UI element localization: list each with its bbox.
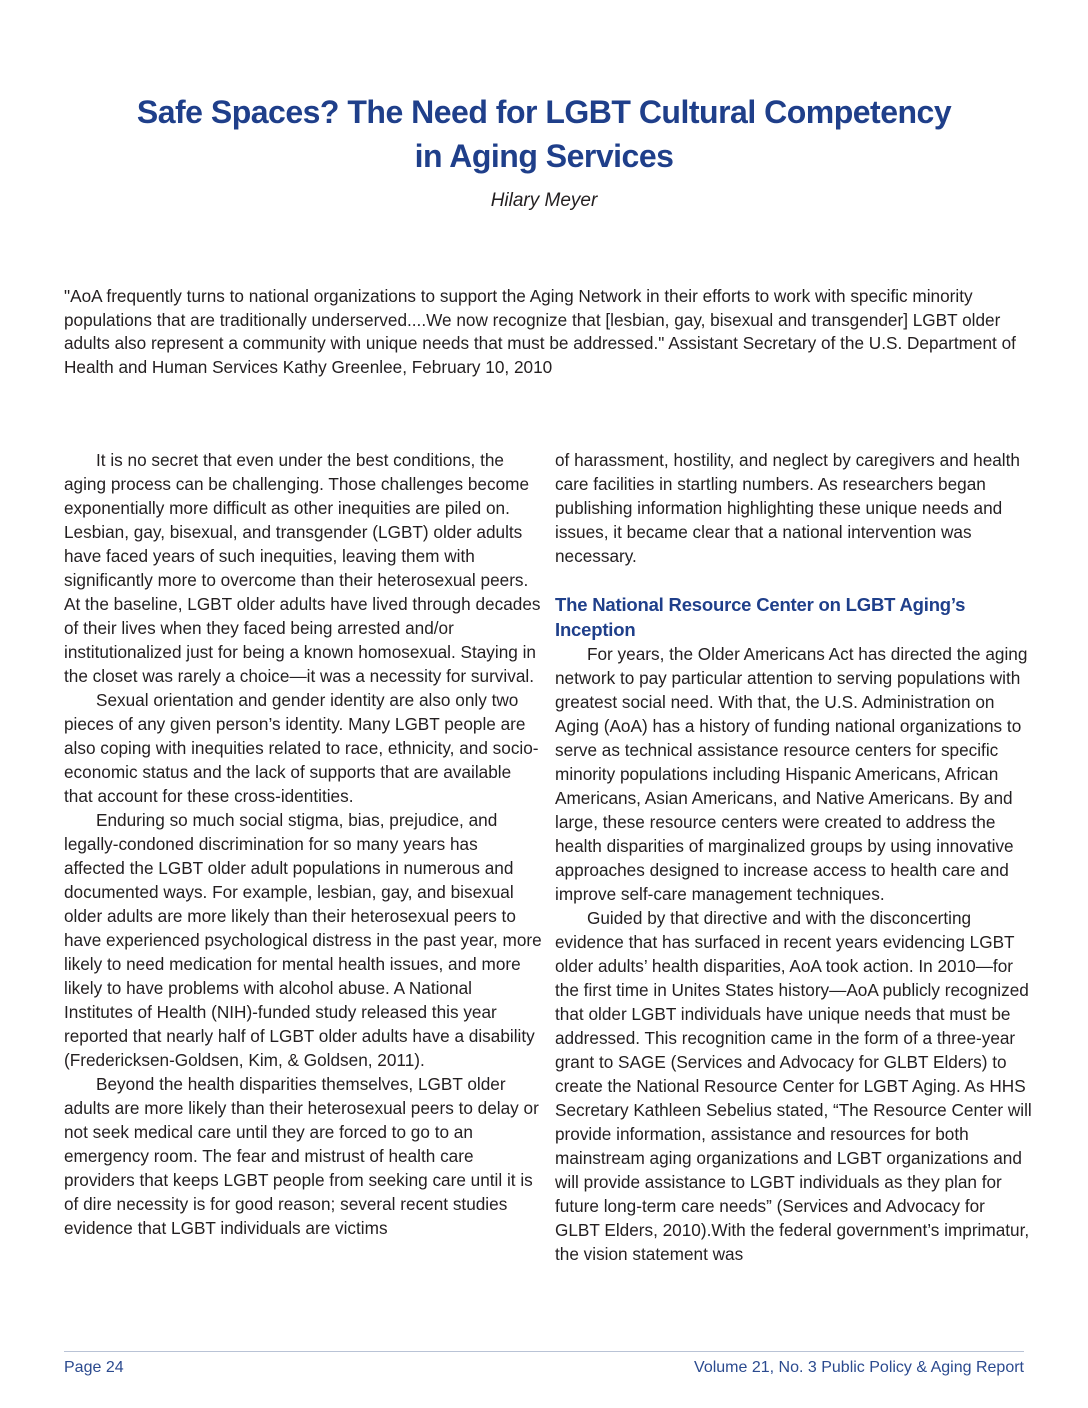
- article-title: [60, 90, 1028, 178]
- right-column: [555, 448, 1033, 1266]
- body-paragraph: For years, the Older Americans Act has directed the aging network to pay particular attention to serving populations with greatest social need. With that, the U.S. Administration on Aging (AoA) has a history of funding national organizations to serve as technical assistance resource centers for specific minority populations including Hispanic Americans, African Americans, Asian Americans, and Native Americans. By and large, these resource centers were created to address the health disparities of marginalized groups by using innovative approaches designed to increase access to health care and improve self-care management techniques.: [555, 644, 1028, 904]
- body-paragraph: Beyond the health disparities themselves, LGBT older adults are more likely than their heterosexual peers to delay or not seek medical care until they are forced to go to an emergency room. The fear and mistrust of health care providers that keeps LGBT people from seeking care until it is of dire necessity is for good reason; several recent studies evidence that LGBT individuals are victims: [64, 1074, 539, 1238]
- article-title-line2: in Aging Services: [414, 138, 674, 174]
- body-paragraph: Guided by that directive and with the disconcerting evidence that has surfaced in recent years evidencing LGBT older adults’ health disparities, AoA took action. In 2010—for the first time in Unites States history—AoA publicly recognized that older LGBT individuals have unique needs that must be addressed. This recognition came in the form of a three-year grant to SAGE (Services and Advocacy for GLBT Elders) to create the National Resource Center for LGBT Aging. As HHS Secretary Kathleen Sebelius stated, “The Resource Center will provide information, assistance and resources for both mainstream aging organizations and LGBT organizations and will provide assistance to LGBT individuals as they plan for future long-term care needs” (Services and Advocacy for GLBT Elders, 2010).With the federal government’s imprimatur, the vision statement was: [555, 908, 1032, 1264]
- body-paragraph-continuation: of harassment, hostility, and neglect by caregivers and health care facilities in startling numbers. As researchers began publishing information highlighting these unique needs and issues, it became clear that a national intervention was necessary.: [555, 450, 1020, 566]
- body-paragraph: It is no secret that even under the best conditions, the aging process can be challenging. Those challenges become exponentially more difficult as other inequities are piled on. Lesbian, gay, bisexual, and transgender (LGBT) older adults have faced years of such inequities, leaving them with significantly more to overcome than their heterosexual peers. At the baseline, LGBT older adults have lived through decades of their lives when they faced being arrested and/or institutionalized just for being a known homosexual. Staying in the closet was rarely a choice—it was a necessity for survival.: [64, 450, 541, 686]
- footer-divider: [64, 1351, 1024, 1352]
- left-column: [64, 448, 542, 1240]
- page-number: Page 24: [64, 1359, 124, 1376]
- epigraph-quote: "AoA frequently turns to national organizations to support the Aging Network in their efforts to work with specific minority populations that are traditionally underserved....We now recognize that [lesbian, gay, bisexual and transgender] LGBT older adults also represent a community with unique needs that must be addressed." Assistant Secretary of the U.S. Department of Health and Human Services Kathy Greenlee, February 10, 2010: [64, 286, 1016, 377]
- body-paragraph: Enduring so much social stigma, bias, prejudice, and legally-condoned discrimination for so many years has affected the LGBT older adult populations in numerous and documented ways. For example, lesbian, gay, and bisexual older adults are more likely than their heterosexual peers to have experienced psychological distress in the past year, more likely to need medication for mental health issues, and more likely to have problems with alcohol abuse. A National Institutes of Health (NIH)-funded study released this year reported that nearly half of LGBT older adults have a disability (Fredericksen-Goldsen, Kim, & Goldsen, 2011).: [64, 810, 542, 1070]
- author-byline: Hilary Meyer: [490, 190, 598, 211]
- publication-info: Volume 21, No. 3 Public Policy & Aging Report: [694, 1359, 1024, 1376]
- section-heading: The National Resource Center on LGBT Aging’s Inception: [555, 594, 966, 640]
- article-title-line1: Safe Spaces? The Need for LGBT Cultural Competency: [136, 94, 952, 130]
- body-paragraph: Sexual orientation and gender identity are also only two pieces of any given person’s identity. Many LGBT people are also coping with inequities related to race, ethnicity, and socio-economic status and the lack of supports that are available that account for these cross-identities.: [64, 690, 539, 806]
